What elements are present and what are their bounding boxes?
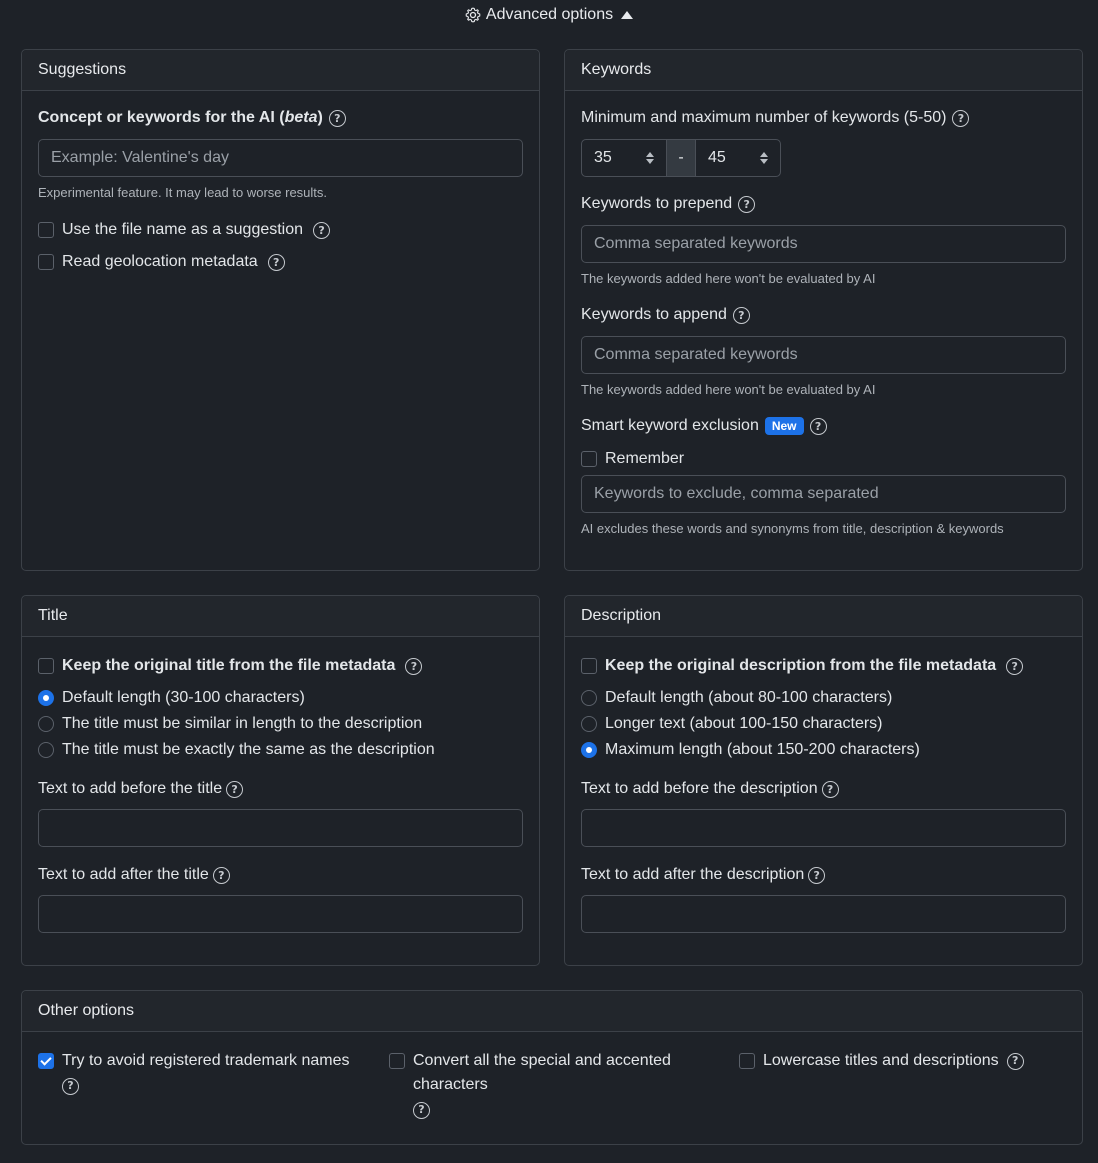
advanced-options-label: Advanced options <box>485 6 614 23</box>
append-label <box>581 306 750 324</box>
description-option-radio[interactable] <box>581 742 597 758</box>
prepend-hint: The keywords added here won't be evaluated by AI <box>581 271 876 286</box>
min-keywords-input[interactable] <box>582 140 666 176</box>
concept-hint: Experimental feature. It may lead to worse results. <box>38 185 328 200</box>
title-before-label <box>38 780 243 798</box>
description-option-label: Longer text (about 100-150 characters) <box>605 715 883 732</box>
prepend-label-text: Keywords to prepend <box>581 195 733 212</box>
range-separator: - <box>666 140 696 176</box>
minmax-label-text: Minimum and maximum number of keywords (5-50) <box>581 109 947 126</box>
trademark-label-wrap <box>62 1049 350 1097</box>
keywords-card <box>564 49 1083 571</box>
question-circle-icon[interactable]: ? <box>733 307 750 324</box>
append-hint: The keywords added here won't be evaluated by AI <box>581 382 876 397</box>
question-circle-icon[interactable]: ? <box>810 418 827 435</box>
trademark-option <box>38 1049 368 1097</box>
append-input[interactable] <box>581 336 1066 374</box>
title-option-row <box>38 689 305 707</box>
other-options-title: Other options <box>38 1002 135 1019</box>
max-keywords-input[interactable] <box>696 140 780 176</box>
question-circle-icon[interactable]: ? <box>213 867 230 884</box>
title-after-label-text: Text to add after the title <box>38 866 209 883</box>
exclude-input[interactable] <box>581 475 1066 513</box>
description-card <box>564 595 1083 966</box>
other-options-header <box>22 991 1082 1032</box>
trademark-label: Try to avoid registered trademark names <box>62 1052 350 1069</box>
description-option-radio[interactable] <box>581 716 597 732</box>
description-option-row <box>581 689 892 707</box>
keywords-header <box>565 50 1082 91</box>
title-option-row <box>38 741 435 759</box>
convert-label-wrap <box>413 1049 683 1121</box>
remember-row <box>581 450 684 468</box>
lowercase-checkbox[interactable] <box>739 1053 755 1069</box>
convert-label: Convert all the special and accented characters <box>413 1052 671 1093</box>
description-card-title: Description <box>581 607 662 624</box>
title-option-label: The title must be exactly the same as the description <box>62 741 435 758</box>
title-option-radio[interactable] <box>38 716 54 732</box>
gear-icon <box>465 7 481 23</box>
question-circle-icon[interactable]: ? <box>405 658 422 675</box>
lowercase-label-wrap <box>763 1049 1024 1073</box>
use-filename-label: Use the file name as a suggestion <box>62 221 304 238</box>
question-circle-icon[interactable]: ? <box>62 1078 79 1095</box>
title-option-label: Default length (30-100 characters) <box>62 689 305 706</box>
keep-description-row <box>581 657 1023 675</box>
description-option-row <box>581 741 920 759</box>
geolocation-row <box>38 253 285 271</box>
convert-checkbox[interactable] <box>389 1053 405 1069</box>
remember-label: Remember <box>605 450 685 467</box>
concept-input[interactable] <box>38 139 523 177</box>
keep-description-label: Keep the original description from the file metadata <box>605 657 997 674</box>
description-after-label <box>581 866 825 884</box>
min-keywords-value: 35 <box>594 149 612 166</box>
title-header <box>22 596 539 637</box>
prepend-input[interactable] <box>581 225 1066 263</box>
description-before-input[interactable] <box>581 809 1066 847</box>
lowercase-option <box>739 1049 1024 1073</box>
title-option-label: The title must be similar in length to the description <box>62 715 423 732</box>
title-before-input[interactable] <box>38 809 523 847</box>
title-after-input[interactable] <box>38 895 523 933</box>
description-option-label: Default length (about 80-100 characters) <box>605 689 893 706</box>
exclusion-label-text: Smart keyword exclusion <box>581 417 759 434</box>
new-badge: New <box>765 417 804 435</box>
question-circle-icon[interactable]: ? <box>738 196 755 213</box>
concept-label: Concept or keywords for the AI (beta) ? <box>38 109 346 127</box>
append-label-text: Keywords to append <box>581 306 727 323</box>
trademark-checkbox[interactable] <box>38 1053 54 1069</box>
geolocation-checkbox[interactable] <box>38 254 54 270</box>
question-circle-icon[interactable]: ? <box>329 110 346 127</box>
prepend-label <box>581 195 755 213</box>
description-option-row <box>581 715 883 733</box>
description-after-label-text: Text to add after the description <box>581 866 805 883</box>
use-filename-row <box>38 221 330 239</box>
question-circle-icon[interactable]: ? <box>952 110 969 127</box>
description-after-input[interactable] <box>581 895 1066 933</box>
other-options-card <box>21 990 1083 1145</box>
question-circle-icon[interactable]: ? <box>226 781 243 798</box>
suggestions-card <box>21 49 540 571</box>
exclusion-label <box>581 417 827 435</box>
description-option-label: Maximum length (about 150-200 characters) <box>605 741 920 758</box>
keep-title-row <box>38 657 422 675</box>
question-circle-icon[interactable]: ? <box>822 781 839 798</box>
concept-label-beta: beta <box>284 109 318 126</box>
spinner-icon[interactable] <box>646 152 654 164</box>
concept-label-text: Concept or keywords for the AI <box>38 109 275 126</box>
max-keywords-value: 45 <box>708 149 726 166</box>
caret-up-icon <box>621 11 633 19</box>
keep-description-checkbox[interactable] <box>581 658 597 674</box>
remember-checkbox[interactable] <box>581 451 597 467</box>
use-filename-checkbox[interactable] <box>38 222 54 238</box>
description-option-radio[interactable] <box>581 690 597 706</box>
question-circle-icon[interactable]: ? <box>413 1102 430 1119</box>
question-circle-icon[interactable]: ? <box>808 867 825 884</box>
title-after-label <box>38 866 230 884</box>
lowercase-label: Lowercase titles and descriptions <box>763 1052 999 1069</box>
suggestions-title: Suggestions <box>38 61 127 78</box>
spinner-icon[interactable] <box>760 152 768 164</box>
question-circle-icon[interactable]: ? <box>1007 1053 1024 1070</box>
title-card <box>21 595 540 966</box>
description-before-label-text: Text to add before the description <box>581 780 818 797</box>
question-circle-icon[interactable]: ? <box>268 254 285 271</box>
question-circle-icon[interactable]: ? <box>1006 658 1023 675</box>
keep-title-label: Keep the original title from the file metadata <box>62 657 396 674</box>
advanced-options-toggle[interactable] <box>0 4 1098 26</box>
exclude-hint: AI excludes these words and synonyms from title, description & keywords <box>581 521 1004 536</box>
keep-title-checkbox[interactable] <box>38 658 54 674</box>
description-before-label <box>581 780 839 798</box>
convert-option <box>389 1049 699 1121</box>
title-option-radio[interactable] <box>38 742 54 758</box>
question-circle-icon[interactable]: ? <box>313 222 330 239</box>
title-card-title: Title <box>38 607 68 624</box>
suggestions-header <box>22 50 539 91</box>
title-before-label-text: Text to add before the title <box>38 780 223 797</box>
keywords-title: Keywords <box>581 61 652 78</box>
description-header <box>565 596 1082 637</box>
minmax-label <box>581 109 969 127</box>
title-option-row <box>38 715 422 733</box>
title-option-radio[interactable] <box>38 690 54 706</box>
keyword-count-group <box>581 139 781 177</box>
geolocation-label: Read geolocation metadata <box>62 253 258 270</box>
